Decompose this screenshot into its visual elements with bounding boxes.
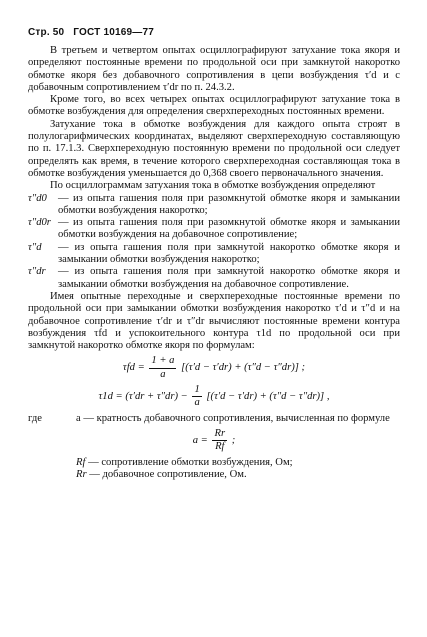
where-label: где: [28, 412, 42, 424]
legend-item: [76, 457, 400, 469]
page-header: [28, 27, 160, 39]
paragraph-4: По осциллограммам затухания тока в обмотке возбуждения определяют: [50, 180, 376, 192]
fraction-numerator: 1: [192, 384, 201, 397]
definition-item: [28, 217, 400, 242]
where-text: a — кратность добавочного сопротивления, вычисленная по формуле: [76, 412, 390, 424]
definition-text: — из опыта гашения поля при замкнутой накоротко обмотке якоря и замыкании обмотки возбуждения на добавочное сопротивление.: [58, 266, 400, 290]
formula-fraction: [149, 355, 176, 381]
where-clause: [28, 413, 400, 425]
document-body: [28, 45, 400, 481]
definition-symbol: τ″d0r: [28, 217, 51, 229]
formula-rhs: [(τ′d − τ′dr) + (τ″d − τ″dr)] ;: [181, 362, 306, 374]
fraction-numerator: 1 + a: [149, 355, 176, 368]
definition-symbol: τ″d: [28, 241, 42, 253]
formula-a: [28, 428, 400, 454]
formula-tail: ;: [231, 435, 236, 447]
fraction-denominator: a: [160, 368, 166, 380]
paragraph-3: Затухание тока в обмотке возбуждения для каждого опыта строят в полулогарифмических координатах, выделяют сверхпереходную составляющую по п. 17.1.3. Сверхпереходную постоянную времени по продольной оси следует определять как время, в течение которого сверхпереходная составляющая тока в обмотке возбуждения уменьшается до 0,368 своего первоначального значения.: [28, 118, 400, 179]
paragraph-1: В третьем и четвертом опытах осциллографируют затухание тока якоря и определяют постоянные времени по продольной оси при замкнутой накоротко обмотке якоря без добавочного сопротивления в цепи возбуждения τ′d и с добавочным сопротивлением τ′dr по п. 24.3.2.: [28, 45, 400, 93]
formula-fraction: [192, 384, 201, 410]
formula-rhs: [(τ′d − τ′dr) + (τ″d − τ″dr)] ,: [206, 391, 330, 403]
formula-tau-fd: [28, 355, 400, 381]
legend-symbol: Rf: [76, 456, 86, 468]
formula-lhs: τ1d = (τ′dr + τ″dr) −: [98, 391, 188, 403]
definition-item: [28, 266, 400, 291]
paragraph-5: Имея опытные переходные и сверхпереходные постоянные времени по продольной оси при замыкании обмотки возбуждения накоротко τ′d и τ″d и на добавочное сопротивление τ′dr и τ″dr вычисляют постоянные времени контура возбуждения τfd и успокоительного контура τ1d по продольной оси при замкнутой накоротко обмотке якоря по формулам:: [28, 290, 400, 352]
legend-symbol: Rr: [76, 468, 87, 480]
formula-fraction: [212, 428, 227, 454]
fraction-denominator: a: [194, 397, 200, 409]
formula-tau-1d: [28, 384, 400, 410]
definition-item: [28, 242, 400, 267]
fraction-denominator: Rf: [215, 441, 225, 453]
legend-item: [76, 469, 400, 481]
definition-item: [28, 193, 400, 218]
page-number: Стр. 50: [28, 27, 65, 38]
legend-text: — добавочное сопротивление, Ом.: [89, 468, 247, 480]
paragraph-2: Кроме того, во всех четырех опытах осциллографируют затухание тока в обмотке возбуждения для определения сверхпереходных постоянных времени.: [28, 94, 400, 118]
definition-text: — из опыта гашения поля при разомкнутой обмотке якоря и замыкании обмотки возбуждения накоротко;: [58, 192, 400, 216]
formula-lhs: a =: [192, 435, 208, 447]
legend-text: — сопротивление обмотки возбуждения, Ом;: [88, 456, 293, 468]
definition-text: — из опыта гашения поля при разомкнутой обмотке якоря и замыкании обмотки возбуждения на добавочное сопротивление;: [58, 217, 400, 241]
definition-symbol: τ″dr: [28, 266, 46, 278]
definition-text: — из опыта гашения поля при замкнутой накоротко обмотке якоря и замыкании обмотки возбуждения накоротко;: [58, 241, 400, 266]
fraction-numerator: Rr: [212, 428, 227, 441]
formula-lhs: τfd =: [122, 362, 145, 374]
definition-symbol: τ″d0: [28, 192, 47, 204]
standard-code: ГОСТ 10169—77: [73, 27, 155, 38]
